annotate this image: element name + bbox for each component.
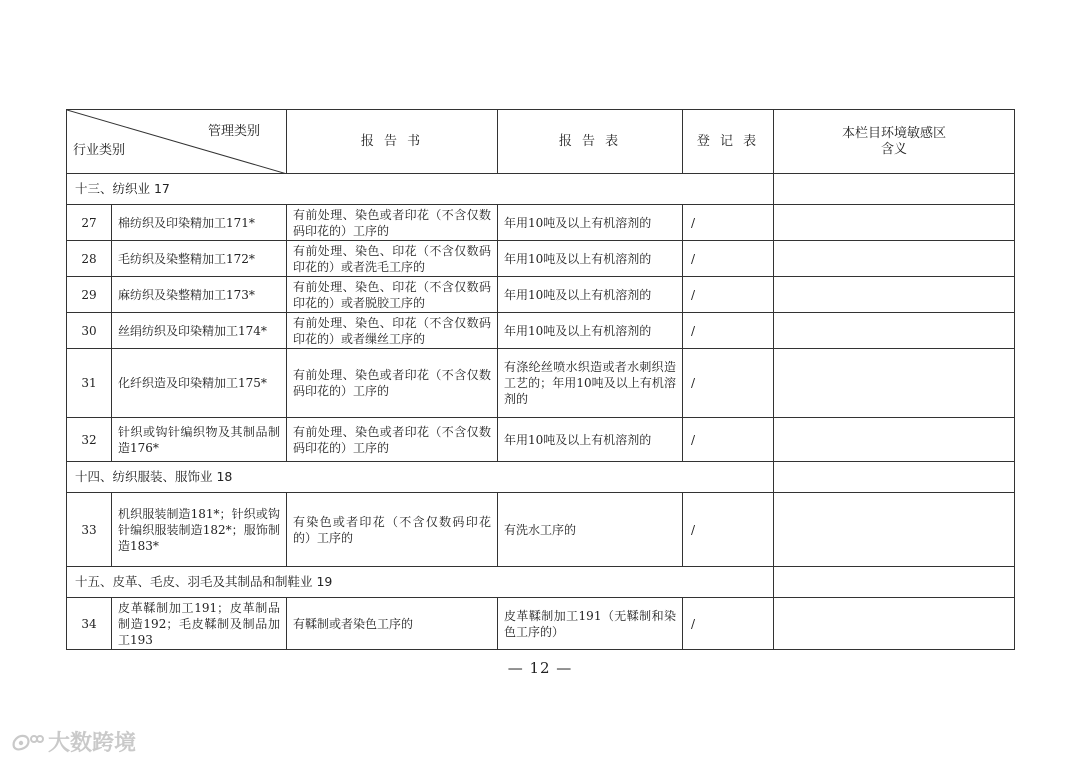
registration-cell: / [683, 277, 774, 313]
row-number: 27 [67, 205, 112, 241]
section-title: 十三、纺织业 17 [67, 174, 774, 205]
report-book-cell: 有前处理、染色、印花（不含仅数码印花的）或者缫丝工序的 [287, 313, 498, 349]
watermark [10, 726, 136, 757]
registration-cell: / [683, 205, 774, 241]
row-number: 34 [67, 598, 112, 650]
registration-cell: / [683, 598, 774, 650]
env-cell [774, 462, 1015, 493]
report-book-cell: 有前处理、染色、印花（不含仅数码印花的）或者洗毛工序的 [287, 241, 498, 277]
env-cell [774, 174, 1015, 205]
report-form-cell: 年用10吨及以上有机溶剂的 [498, 313, 683, 349]
registration-cell: / [683, 493, 774, 567]
report-form-header: 报 告 表 [498, 110, 683, 174]
env-cell [774, 277, 1015, 313]
table-row [67, 313, 1015, 349]
env-cell [774, 349, 1015, 418]
industry-cell: 毛纺织及染整精加工172* [112, 241, 287, 277]
env-cell [774, 205, 1015, 241]
industry-cell: 皮革鞣制加工191；皮革制品制造192；毛皮鞣制及制品加工193 [112, 598, 287, 650]
env-cell [774, 493, 1015, 567]
report-book-cell: 有前处理、染色或者印花（不含仅数码印花的）工序的 [287, 205, 498, 241]
table-header-row [67, 110, 1015, 174]
report-form-cell: 年用10吨及以上有机溶剂的 [498, 418, 683, 462]
industry-cell: 棉纺织及印染精加工171* [112, 205, 287, 241]
env-sensitive-header-line1: 本栏目环境敏感区 [841, 125, 946, 141]
report-book-cell: 有鞣制或者染色工序的 [287, 598, 498, 650]
industry-cell: 丝绢纺织及印染精加工174* [112, 313, 287, 349]
section-row [67, 462, 1015, 493]
management-category-label: 管理类别 [207, 124, 260, 139]
env-cell [774, 598, 1015, 650]
registration-form-header: 登 记 表 [683, 110, 774, 174]
industry-cell: 麻纺织及染整精加工173* [112, 277, 287, 313]
row-number: 29 [67, 277, 112, 313]
row-number: 30 [67, 313, 112, 349]
row-number: 31 [67, 349, 112, 418]
table-row [67, 205, 1015, 241]
env-cell [774, 418, 1015, 462]
report-form-cell: 年用10吨及以上有机溶剂的 [498, 277, 683, 313]
env-sensitive-header [774, 110, 1015, 174]
table-row [67, 418, 1015, 462]
env-sensitive-header-line2: 含义 [880, 141, 907, 157]
report-book-cell: 有染色或者印花（不含仅数码印花的）工序的 [287, 493, 498, 567]
row-number: 32 [67, 418, 112, 462]
section-row [67, 174, 1015, 205]
table-row [67, 277, 1015, 313]
classification-table [66, 109, 1015, 650]
table-row [67, 349, 1015, 418]
table-row [67, 598, 1015, 650]
report-book-header: 报 告 书 [287, 110, 498, 174]
report-book-cell: 有前处理、染色或者印花（不含仅数码印花的）工序的 [287, 418, 498, 462]
row-number: 28 [67, 241, 112, 277]
row-number: 33 [67, 493, 112, 567]
registration-cell: / [683, 349, 774, 418]
registration-cell: / [683, 241, 774, 277]
industry-category-label: 行业类别 [73, 143, 126, 158]
watermark-text: 大数跨境 [48, 731, 137, 756]
page-number: — 12 — [507, 659, 573, 677]
industry-cell: 化纤织造及印染精加工175* [112, 349, 287, 418]
section-title: 十四、纺织服装、服饰业 18 [67, 462, 774, 493]
report-form-cell: 年用10吨及以上有机溶剂的 [498, 205, 683, 241]
report-book-cell: 有前处理、染色或者印花（不含仅数码印花的）工序的 [287, 349, 498, 418]
registration-cell: / [683, 418, 774, 462]
report-form-cell: 年用10吨及以上有机溶剂的 [498, 241, 683, 277]
report-form-cell: 皮革鞣制加工191（无鞣制和染色工序的） [498, 598, 683, 650]
report-book-cell: 有前处理、染色、印花（不含仅数码印花的）或者脱胶工序的 [287, 277, 498, 313]
report-form-cell: 有涤纶丝喷水织造或者水刺织造工艺的；年用10吨及以上有机溶剂的 [498, 349, 683, 418]
table-row [67, 493, 1015, 567]
section-title: 十五、皮革、毛皮、羽毛及其制品和制鞋业 19 [67, 567, 774, 598]
env-cell [774, 313, 1015, 349]
env-cell [774, 567, 1015, 598]
weibo-logo-icon [10, 731, 44, 753]
diagonal-header-cell [67, 110, 287, 174]
diagonal-line [67, 110, 287, 174]
report-form-cell: 有洗水工序的 [498, 493, 683, 567]
registration-cell: / [683, 313, 774, 349]
industry-cell: 针织或钩针编织物及其制品制造176* [112, 418, 287, 462]
industry-cell: 机织服装制造181*；针织或钩针编织服装制造182*；服饰制造183* [112, 493, 287, 567]
table-row [67, 241, 1015, 277]
env-cell [774, 241, 1015, 277]
section-row [67, 567, 1015, 598]
